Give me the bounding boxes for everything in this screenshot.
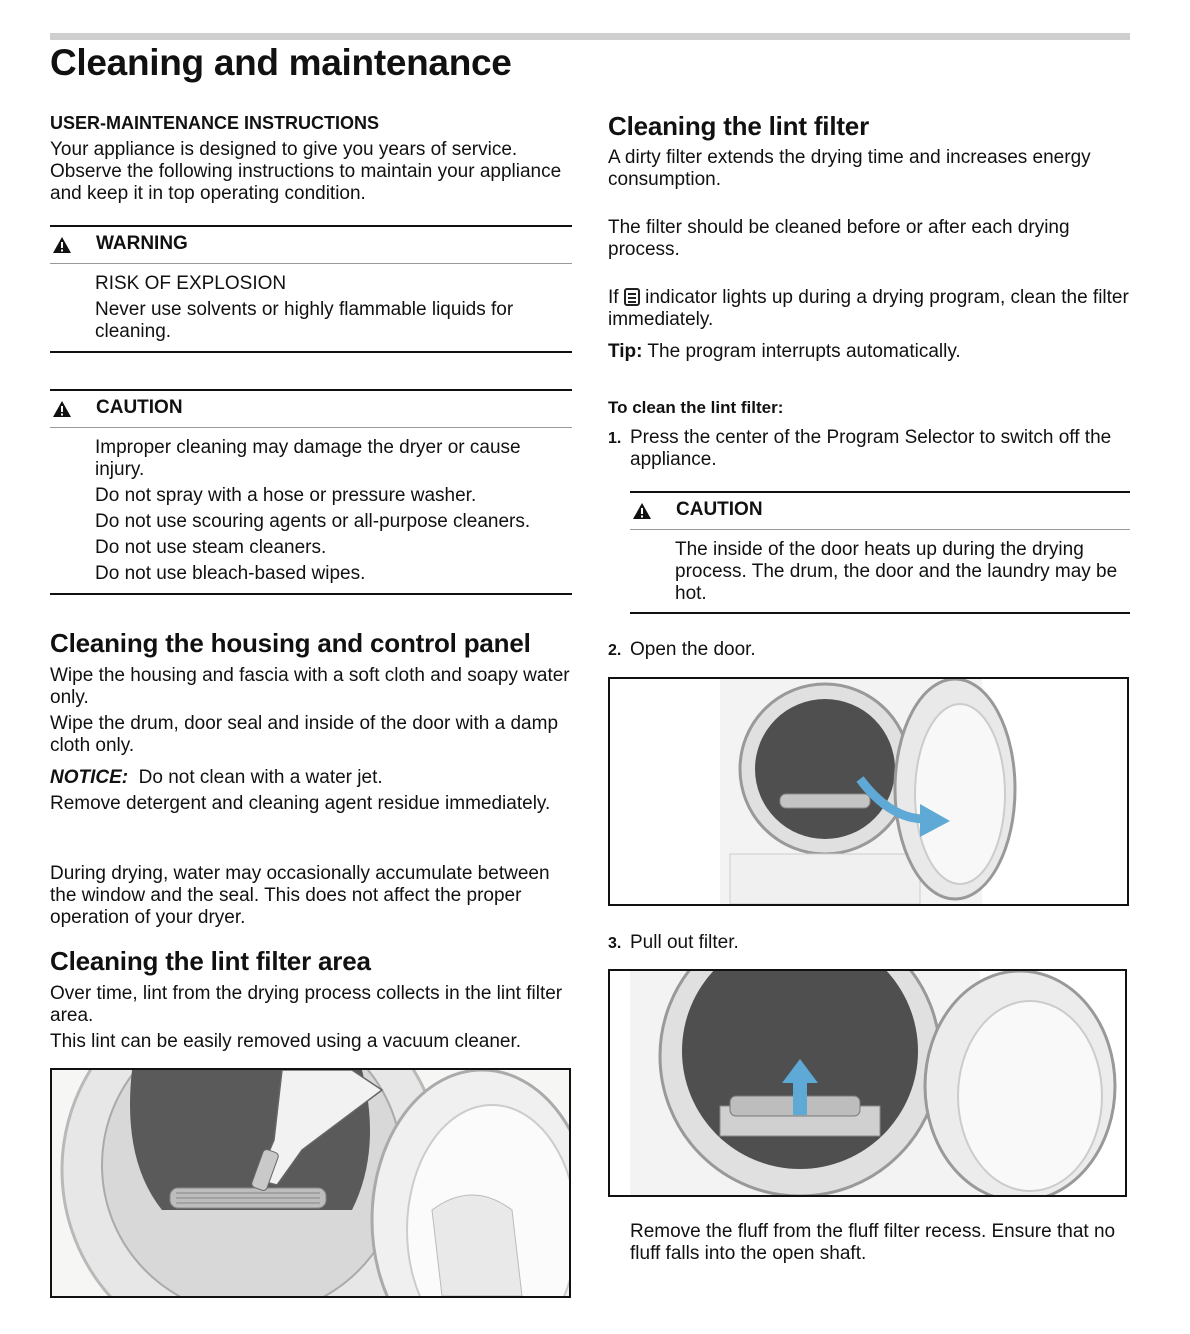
pull-filter-illustration bbox=[608, 969, 1127, 1197]
caution-icon bbox=[52, 400, 72, 418]
filter-indicator-icon bbox=[624, 288, 640, 306]
caution-line: Do not use steam cleaners. bbox=[95, 537, 327, 558]
step-number: 3. bbox=[608, 935, 622, 952]
door-caution-text: The inside of the door heats up during the drying process. The drum, the door and the laundry may be hot. bbox=[675, 539, 1118, 604]
caution-line: Improper cleaning may damage the dryer or cause injury. bbox=[95, 437, 521, 480]
notice bbox=[50, 767, 572, 789]
housing-p2: Wipe the drum, door seal and inside of the door with a damp cloth only. bbox=[50, 713, 559, 756]
step-2 bbox=[608, 639, 1130, 662]
notice-text: Do not clean with a water jet. bbox=[138, 767, 383, 788]
tip bbox=[608, 341, 1130, 363]
housing-p4: During drying, water may occasionally accumulate between the window and the seal. This does not affect the proper operation of your dryer. bbox=[50, 863, 550, 928]
lint-p1: A dirty filter extends the drying time and increases energy consumption. bbox=[608, 147, 1091, 190]
caution-line: Do not spray with a hose or pressure washer. bbox=[95, 485, 477, 506]
lint-filter-heading: Cleaning the lint filter bbox=[608, 111, 869, 141]
warning-icon bbox=[52, 236, 72, 254]
step-number: 2. bbox=[608, 642, 622, 659]
caution-line: Do not use bleach-based wipes. bbox=[95, 563, 366, 584]
caution-line: Do not use scouring agents or all-purpose cleaners. bbox=[95, 511, 531, 532]
area-p2: This lint can be easily removed using a vacuum cleaner. bbox=[50, 1031, 522, 1052]
step-text: Pull out filter. bbox=[630, 932, 739, 953]
tip-label: Tip: bbox=[608, 341, 643, 362]
housing-p1: Wipe the housing and fascia with a soft cloth and soapy water only. bbox=[50, 665, 570, 708]
caution-label: CAUTION bbox=[96, 397, 183, 418]
to-clean-heading: To clean the lint filter: bbox=[608, 398, 784, 417]
step-3 bbox=[608, 932, 1130, 955]
warning-label: WARNING bbox=[96, 233, 188, 254]
top-rule bbox=[50, 33, 1130, 40]
step-text: Open the door. bbox=[630, 639, 756, 660]
warning-line1: RISK OF EXPLOSION bbox=[95, 273, 287, 294]
open-door-illustration bbox=[608, 677, 1129, 906]
caution-box bbox=[50, 389, 572, 595]
warning-line2: Never use solvents or highly flammable liquids for cleaning. bbox=[95, 299, 514, 342]
warning-box bbox=[50, 225, 572, 353]
p3-before: If bbox=[608, 287, 619, 308]
door-caution-box bbox=[630, 491, 1130, 614]
vacuum-illustration bbox=[50, 1068, 571, 1298]
step-number: 1. bbox=[608, 430, 622, 447]
final-instruction: Remove the fluff from the fluff filter recess. Ensure that no fluff falls into the open shaft. bbox=[630, 1221, 1116, 1264]
umi-text: Your appliance is designed to give you years of service. Observe the following instructions to maintain your appliance and keep it in top operating condition. bbox=[50, 139, 562, 204]
p3-after: indicator lights up during a drying program, clean the filter immediately. bbox=[608, 287, 1129, 330]
step-text: Press the center of the Program Selector to switch off the appliance. bbox=[630, 427, 1112, 470]
lint-p3 bbox=[608, 287, 1130, 331]
tip-text: The program interrupts automatically. bbox=[647, 341, 961, 362]
step-1 bbox=[608, 427, 1130, 471]
lint-p2: The filter should be cleaned before or after each drying process. bbox=[608, 217, 1070, 260]
housing-heading: Cleaning the housing and control panel bbox=[50, 628, 531, 658]
area-p1: Over time, lint from the drying process collects in the lint filter area. bbox=[50, 983, 563, 1026]
umi-heading: USER-MAINTENANCE INSTRUCTIONS bbox=[50, 113, 380, 133]
caution-label: CAUTION bbox=[676, 499, 763, 520]
area-heading: Cleaning the lint filter area bbox=[50, 946, 371, 976]
caution-icon bbox=[632, 502, 652, 520]
notice-label: NOTICE: bbox=[50, 767, 129, 788]
page-title: Cleaning and maintenance bbox=[50, 42, 512, 83]
housing-p3: Remove detergent and cleaning agent residue immediately. bbox=[50, 793, 551, 814]
